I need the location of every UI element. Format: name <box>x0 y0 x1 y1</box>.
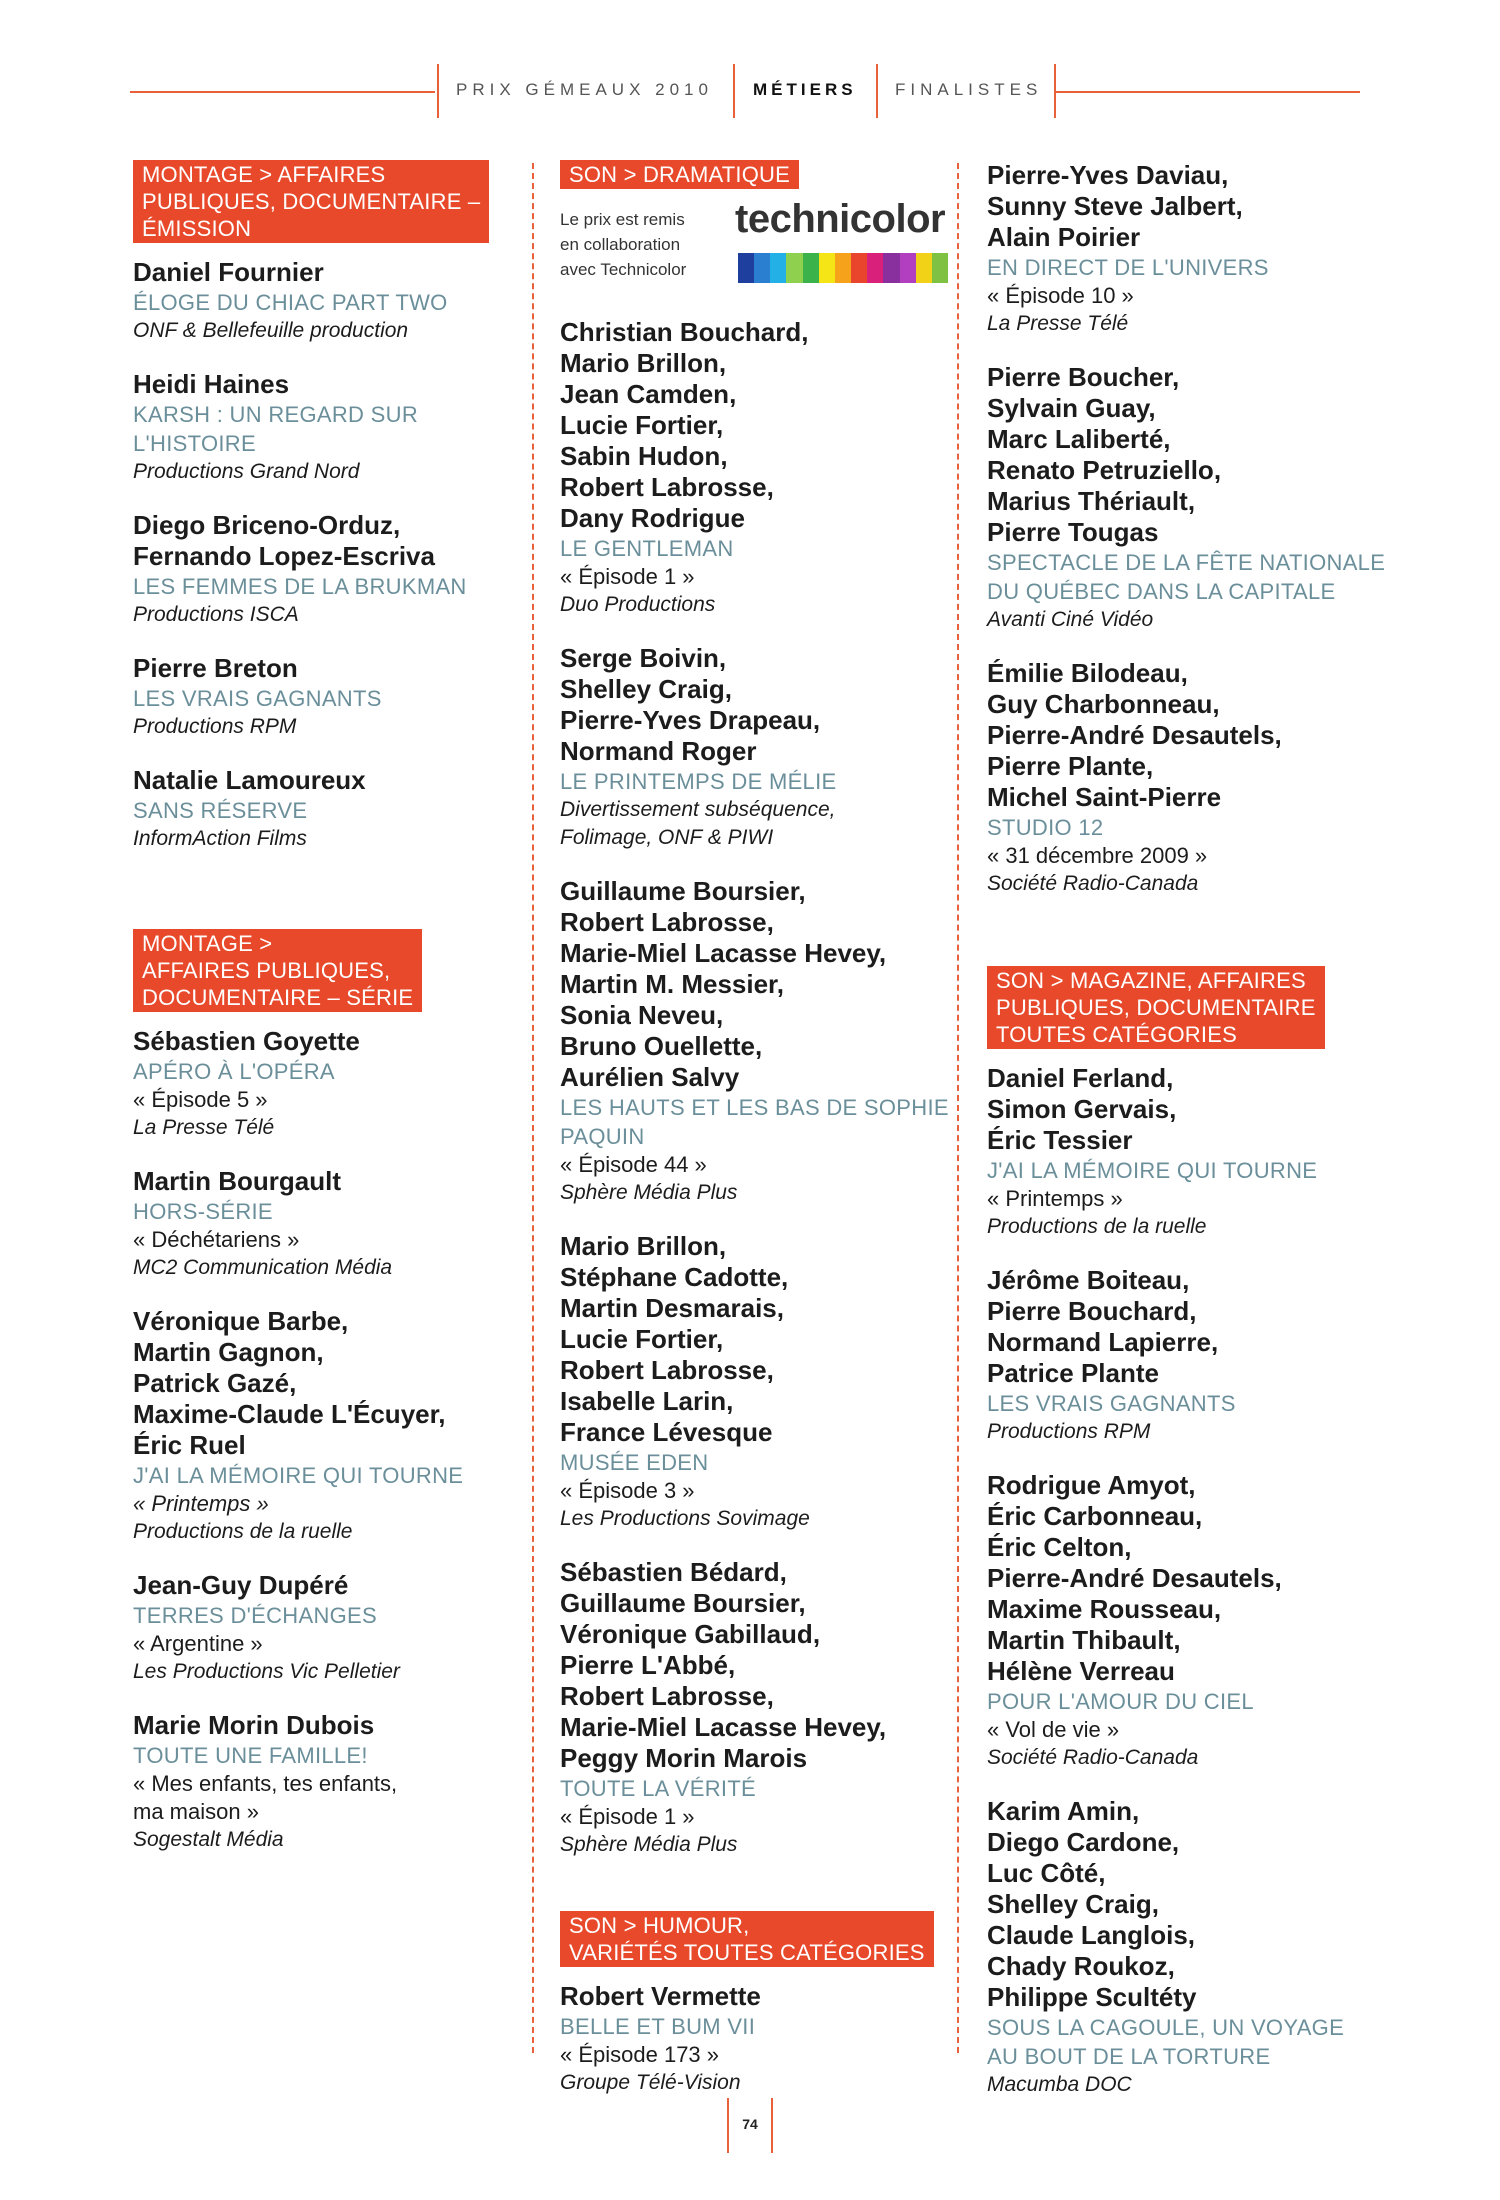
finalist-name: Pierre Bouchard, <box>987 1296 1197 1326</box>
production-company: Groupe Télé-Vision <box>560 2071 741 2094</box>
finalist-names <box>987 658 1372 813</box>
finalist-name: Jean-Guy Dupéré <box>133 1570 349 1600</box>
header-rule-right <box>1056 91 1360 93</box>
production-company: MC2 Communication Média <box>133 1256 393 1279</box>
finalist-name: Éric Ruel <box>133 1430 246 1460</box>
finalist-name: Normand Roger <box>560 736 757 766</box>
sponsor-note <box>560 207 686 282</box>
episode-title <box>560 1477 945 1505</box>
production-company: Société Radio-Canada <box>987 872 1199 895</box>
program-title-line: HORS-SÉRIE <box>133 1199 273 1224</box>
program-title <box>987 253 1372 282</box>
program-title <box>133 796 518 825</box>
episode-line: ma maison » <box>133 1799 259 1824</box>
program-title-line: LES VRAIS GAGNANTS <box>133 686 382 711</box>
program-title-line: J'AI LA MÉMOIRE QUI TOURNE <box>133 1463 464 1488</box>
finalist-name: Pierre Breton <box>133 653 298 683</box>
finalist-name: Pierre-Yves Drapeau, <box>560 705 821 735</box>
program-title <box>560 2012 945 2041</box>
program-title-line: LES VRAIS GAGNANTS <box>987 1391 1236 1416</box>
finalist-name: Robert Labrosse, <box>560 1355 774 1385</box>
production-company: Les Productions Sovimage <box>560 1507 810 1530</box>
finalist-name: Jérôme Boiteau, <box>987 1265 1190 1295</box>
finalist-names <box>560 643 945 767</box>
production-company: Duo Productions <box>560 593 716 616</box>
finalist-entry <box>133 1570 518 1686</box>
finalist-names <box>560 1981 945 2012</box>
header-prix-gemeaux: PRIX GÉMEAUX 2010 <box>456 80 713 99</box>
header-divider-2 <box>733 64 735 118</box>
program-title <box>987 2013 1372 2071</box>
production-company: Avanti Ciné Vidéo <box>987 608 1154 631</box>
finalist-name: Pierre-André Desautels, <box>987 1563 1282 1593</box>
episode-title <box>987 1716 1372 1744</box>
production-company: Productions de la ruelle <box>133 1520 353 1543</box>
finalist-entry <box>133 369 518 486</box>
finalist-name: Lucie Fortier, <box>560 410 724 440</box>
finalist-name: Rodrigue Amyot, <box>987 1470 1196 1500</box>
finalist-name: Éric Celton, <box>987 1532 1132 1562</box>
finalist-name: Bruno Ouellette, <box>560 1031 763 1061</box>
finalist-name: Shelley Craig, <box>987 1889 1159 1919</box>
program-title-line: MUSÉE EDEN <box>560 1450 709 1475</box>
program-title-line: TOUTE LA VÉRITÉ <box>560 1776 757 1801</box>
technicolor-logo: technicolor <box>735 197 946 241</box>
episode-line: « Épisode 10 » <box>987 283 1134 308</box>
finalist-entry <box>133 257 518 345</box>
episode-title <box>560 1803 945 1831</box>
category-line: TOUTES CATÉGORIES <box>996 1022 1237 1047</box>
spectrum-swatch <box>738 253 754 283</box>
program-title <box>560 1774 945 1803</box>
production-company: Sogestalt Média <box>133 1828 284 1851</box>
finalist-name: Shelley Craig, <box>560 674 732 704</box>
column-3 <box>987 160 1386 2123</box>
program-title <box>560 767 945 796</box>
finalist-name: Simon Gervais, <box>987 1094 1177 1124</box>
finalist-name: Hélène Verreau <box>987 1656 1175 1686</box>
finalist-names <box>987 362 1372 548</box>
column-separator-1 <box>532 163 534 2053</box>
episode-title <box>987 1185 1372 1213</box>
finalist-name: Guillaume Boursier, <box>560 1588 806 1618</box>
program-title-line: TERRES D'ÉCHANGES <box>133 1603 378 1628</box>
finalist-name: Marie Morin Dubois <box>133 1710 375 1740</box>
spectrum-swatch <box>916 253 932 283</box>
program-title <box>987 548 1386 606</box>
episode-title <box>987 842 1372 870</box>
finalist-name: Claude Langlois, <box>987 1920 1196 1950</box>
finalist-entry <box>133 765 518 853</box>
spectrum-swatch <box>835 253 851 283</box>
program-title-line: AU BOUT DE LA TORTURE <box>987 2044 1271 2069</box>
spacer <box>560 1883 945 1911</box>
finalist-name: Martin M. Messier, <box>560 969 784 999</box>
page-number-rule-right <box>771 2098 773 2153</box>
finalist-name: Pierre Plante, <box>987 751 1154 781</box>
category-line: VARIÉTÉS TOUTES CATÉGORIES <box>569 1940 925 1965</box>
finalist-name: Pierre-André Desautels, <box>987 720 1282 750</box>
program-title-line: DU QUÉBEC DANS LA CAPITALE <box>987 579 1336 604</box>
finalist-name: Daniel Fournier <box>133 257 324 287</box>
finalist-entry <box>560 876 949 1207</box>
finalist-entry <box>987 1470 1372 1772</box>
finalist-name: Émilie Bilodeau, <box>987 658 1188 688</box>
finalist-entry <box>133 1026 518 1142</box>
finalist-names <box>987 1063 1372 1156</box>
finalist-name: Véronique Gabillaud, <box>560 1619 821 1649</box>
finalist-names <box>133 1166 518 1197</box>
episode-line: « Printemps » <box>987 1186 1123 1211</box>
program-title-line: BELLE ET BUM VII <box>560 2014 756 2039</box>
finalist-names <box>987 1265 1372 1389</box>
finalist-name: Normand Lapierre, <box>987 1327 1219 1357</box>
finalist-entry <box>987 1265 1372 1446</box>
program-title-line: J'AI LA MÉMOIRE QUI TOURNE <box>987 1158 1318 1183</box>
finalist-name: Patrick Gazé, <box>133 1368 297 1398</box>
spectrum-swatch <box>867 253 883 283</box>
episode-title <box>560 2041 945 2069</box>
finalist-name: France Lévesque <box>560 1417 773 1447</box>
program-title <box>133 1057 518 1086</box>
episode-title <box>560 1151 945 1179</box>
spectrum-swatch <box>754 253 770 283</box>
sponsor-note-line: en collaboration <box>560 235 681 254</box>
program-title <box>987 1156 1372 1185</box>
finalist-entry <box>560 1981 945 2097</box>
program-title-line: ÉLOGE DU CHIAC PART TWO <box>133 290 448 315</box>
episode-line: « Déchétariens » <box>133 1227 300 1252</box>
finalist-name: Éric Tessier <box>987 1125 1133 1155</box>
finalist-names <box>133 1710 518 1741</box>
finalist-entry <box>133 1166 518 1282</box>
finalist-name: Lucie Fortier, <box>560 1324 724 1354</box>
program-title-line: KARSH : UN REGARD SUR <box>133 402 419 427</box>
production-company: La Presse Télé <box>133 1116 275 1139</box>
finalist-name: Maxime-Claude L'Écuyer, <box>133 1399 446 1429</box>
header-metiers: MÉTIERS <box>753 80 857 99</box>
program-title-line: STUDIO 12 <box>987 815 1104 840</box>
finalist-name: Guillaume Boursier, <box>560 876 806 906</box>
finalist-name: Pierre Tougas <box>987 517 1159 547</box>
production-company: Les Productions Vic Pelletier <box>133 1660 400 1683</box>
finalist-name: Sébastien Bédard, <box>560 1557 787 1587</box>
episode-line: « Épisode 3 » <box>560 1478 695 1503</box>
finalist-name: Marie-Miel Lacasse Hevey, <box>560 938 887 968</box>
finalist-name: Sylvain Guay, <box>987 393 1156 423</box>
program-title <box>560 534 945 563</box>
category-line: SON > MAGAZINE, AFFAIRES <box>996 968 1306 993</box>
program-title-line: L'HISTOIRE <box>133 431 256 456</box>
finalist-name: Philippe Scultéty <box>987 1982 1197 2012</box>
finalist-name: Karim Amin, <box>987 1796 1140 1826</box>
finalist-name: Michel Saint-Pierre <box>987 782 1222 812</box>
program-title-line: APÉRO À L'OPÉRA <box>133 1059 335 1084</box>
finalist-names <box>987 160 1372 253</box>
finalist-name: Pierre L'Abbé, <box>560 1650 736 1680</box>
finalist-name: Martin Bourgault <box>133 1166 341 1196</box>
finalist-name: Martin Desmarais, <box>560 1293 784 1323</box>
finalist-name: Christian Bouchard, <box>560 317 809 347</box>
finalist-name: Diego Cardone, <box>987 1827 1180 1857</box>
production-company: InformAction Films <box>133 827 307 850</box>
finalist-name: Mario Brillon, <box>560 1231 727 1261</box>
program-title-line: EN DIRECT DE L'UNIVERS <box>987 255 1269 280</box>
finalist-name: Isabelle Larin, <box>560 1386 734 1416</box>
finalist-entry <box>560 643 945 852</box>
spacer <box>133 877 518 929</box>
finalist-name: Daniel Ferland, <box>987 1063 1174 1093</box>
page-number: 74 <box>742 2116 758 2132</box>
finalist-name: Pierre-Yves Daviau, <box>987 160 1229 190</box>
finalist-entry <box>133 653 518 741</box>
production-company: Sphère Média Plus <box>560 1833 738 1856</box>
finalist-names <box>560 317 945 534</box>
finalist-name: Robert Vermette <box>560 1981 761 2011</box>
finalist-entry <box>133 510 518 629</box>
finalist-name: Sunny Steve Jalbert, <box>987 191 1243 221</box>
program-title <box>133 288 518 317</box>
header-divider-3 <box>876 64 878 118</box>
finalist-name: Serge Boivin, <box>560 643 727 673</box>
episode-line: « Épisode 1 » <box>560 564 695 589</box>
category-label <box>133 929 422 1012</box>
finalist-entry <box>987 160 1372 338</box>
program-title-line: LES HAUTS ET LES BAS DE SOPHIE <box>560 1095 949 1120</box>
program-title-line: PAQUIN <box>560 1124 645 1149</box>
category-label <box>560 1911 934 1967</box>
category-label <box>560 160 799 189</box>
finalist-name: Sébastien Goyette <box>133 1026 360 1056</box>
column-1 <box>133 160 518 1878</box>
program-title <box>133 572 518 601</box>
episode-line: « Mes enfants, tes enfants, <box>133 1771 398 1796</box>
category-line: SON > DRAMATIQUE <box>569 162 790 187</box>
program-title-line: TOUTE UNE FAMILLE! <box>133 1743 368 1768</box>
spectrum-swatch <box>932 253 948 283</box>
episode-title <box>133 1770 518 1826</box>
program-title-line: LE GENTLEMAN <box>560 536 734 561</box>
finalist-name: Luc Côté, <box>987 1858 1106 1888</box>
production-company: La Presse Télé <box>987 312 1129 335</box>
production-company: Productions de la ruelle <box>987 1215 1207 1238</box>
finalist-name: Éric Carbonneau, <box>987 1501 1203 1531</box>
finalist-name: Mario Brillon, <box>560 348 727 378</box>
episode-title <box>987 282 1372 310</box>
sponsor-block <box>560 197 945 317</box>
finalist-names <box>133 1570 518 1601</box>
program-title <box>133 400 518 458</box>
finalist-entry <box>987 362 1386 634</box>
finalist-name: Sonia Neveu, <box>560 1000 724 1030</box>
finalist-name: Stéphane Cadotte, <box>560 1262 789 1292</box>
finalist-name: Sabin Hudon, <box>560 441 728 471</box>
finalist-names <box>133 369 518 400</box>
program-title <box>987 813 1372 842</box>
finalist-entry <box>560 1231 945 1533</box>
finalist-entry <box>560 1557 945 1859</box>
finalist-name: Alain Poirier <box>987 222 1141 252</box>
finalist-name: Robert Labrosse, <box>560 907 774 937</box>
finalist-name: Marius Thériault, <box>987 486 1196 516</box>
program-title <box>560 1093 949 1151</box>
program-title <box>133 1601 518 1630</box>
finalist-name: Chady Roukoz, <box>987 1951 1175 1981</box>
category-line: AFFAIRES PUBLIQUES, <box>142 958 391 983</box>
episode-title <box>133 1490 518 1518</box>
finalist-name: Dany Rodrigue <box>560 503 745 533</box>
finalist-names <box>560 876 945 1093</box>
column-2 <box>560 160 949 2121</box>
spectrum-swatch <box>883 253 899 283</box>
category-line: MONTAGE > AFFAIRES <box>142 162 386 187</box>
finalist-name: Maxime Rousseau, <box>987 1594 1222 1624</box>
finalist-name: Véronique Barbe, <box>133 1306 349 1336</box>
spectrum-swatch <box>786 253 802 283</box>
finalist-entry <box>987 1063 1372 1241</box>
spectrum-swatch <box>900 253 916 283</box>
finalist-names <box>987 1796 1372 2013</box>
category-line: DOCUMENTAIRE – SÉRIE <box>142 985 414 1010</box>
episode-line: « Vol de vie » <box>987 1717 1120 1742</box>
finalist-name: Marc Laliberté, <box>987 424 1171 454</box>
finalist-names <box>133 257 518 288</box>
program-title <box>987 1687 1372 1716</box>
episode-line: « Épisode 5 » <box>133 1087 268 1112</box>
finalist-name: Peggy Morin Marois <box>560 1743 808 1773</box>
header-divider-1 <box>437 64 439 118</box>
finalist-entry <box>987 658 1372 898</box>
column-separator-2 <box>957 163 959 2053</box>
episode-title <box>133 1226 518 1254</box>
finalist-name: Robert Labrosse, <box>560 1681 774 1711</box>
finalist-name: Aurélien Salvy <box>560 1062 740 1092</box>
spectrum-swatch <box>803 253 819 283</box>
episode-line: « Épisode 44 » <box>560 1152 707 1177</box>
finalist-name: Jean Camden, <box>560 379 737 409</box>
finalist-name: Patrice Plante <box>987 1358 1159 1388</box>
category-line: SON > HUMOUR, <box>569 1913 750 1938</box>
finalist-name: Martin Gagnon, <box>133 1337 324 1367</box>
category-line: PUBLIQUES, DOCUMENTAIRE <box>996 995 1316 1020</box>
episode-line: « 31 décembre 2009 » <box>987 843 1208 868</box>
production-company: Productions ISCA <box>133 603 299 626</box>
finalist-name: Martin Thibault, <box>987 1625 1181 1655</box>
category-line: ÉMISSION <box>142 216 252 241</box>
production-company: Productions RPM <box>987 1420 1151 1443</box>
program-title-line: SOUS LA CAGOULE, UN VOYAGE <box>987 2015 1345 2040</box>
finalist-names <box>133 765 518 796</box>
episode-title <box>133 1086 518 1114</box>
episode-line: « Épisode 173 » <box>560 2042 720 2067</box>
program-title-line: SANS RÉSERVE <box>133 798 308 823</box>
program-title <box>133 1741 518 1770</box>
category-label <box>987 966 1325 1049</box>
spectrum-swatch <box>819 253 835 283</box>
sponsor-note-line: Le prix est remis <box>560 210 685 229</box>
production-company: Productions RPM <box>133 715 297 738</box>
production-company: Société Radio-Canada <box>987 1746 1199 1769</box>
production-company: Macumba DOC <box>987 2073 1132 2096</box>
finalist-name: Fernando Lopez-Escriva <box>133 541 435 571</box>
episode-line: « Printemps » <box>133 1491 269 1516</box>
page-number-rule-left <box>727 2098 729 2153</box>
episode-title <box>560 563 945 591</box>
category-line: MONTAGE > <box>142 931 273 956</box>
finalist-names <box>133 1026 518 1057</box>
finalist-names <box>560 1557 945 1774</box>
finalist-names <box>133 510 518 572</box>
program-title-line: LE PRINTEMPS DE MÉLIE <box>560 769 837 794</box>
finalist-name: Heidi Haines <box>133 369 290 399</box>
program-title <box>133 1461 518 1490</box>
finalist-name: Renato Petruziello, <box>987 455 1222 485</box>
program-title <box>133 1197 518 1226</box>
finalist-names <box>987 1470 1372 1687</box>
program-title <box>987 1389 1372 1418</box>
spectrum-swatch <box>851 253 867 283</box>
finalist-entry <box>987 1796 1372 2099</box>
program-title-line: POUR L'AMOUR DU CIEL <box>987 1689 1254 1714</box>
finalist-entry <box>560 317 945 619</box>
production-company-line-2: Folimage, ONF & PIWI <box>560 826 774 849</box>
finalist-entry <box>133 1710 518 1854</box>
finalist-name: Diego Briceno-Orduz, <box>133 510 401 540</box>
finalist-names <box>133 1306 518 1461</box>
finalist-name: Natalie Lamoureux <box>133 765 366 795</box>
program-title <box>560 1448 945 1477</box>
header-finalistes: FINALISTES <box>895 80 1043 99</box>
finalist-name: Pierre Boucher, <box>987 362 1180 392</box>
technicolor-spectrum-icon <box>738 253 948 283</box>
sponsor-note-line: avec Technicolor <box>560 260 687 279</box>
production-company: ONF & Bellefeuille production <box>133 319 409 342</box>
finalist-name: Robert Labrosse, <box>560 472 774 502</box>
production-company: Productions Grand Nord <box>133 460 360 483</box>
production-company: Divertissement subséquence, <box>560 798 836 821</box>
episode-title <box>133 1630 518 1658</box>
episode-line: « Épisode 1 » <box>560 1804 695 1829</box>
program-title <box>133 684 518 713</box>
production-company: Sphère Média Plus <box>560 1181 738 1204</box>
finalist-entry <box>133 1306 518 1546</box>
finalist-names <box>133 653 518 684</box>
episode-line: « Argentine » <box>133 1631 263 1656</box>
category-label <box>133 160 489 243</box>
finalist-names <box>560 1231 945 1448</box>
finalist-name: Guy Charbonneau, <box>987 689 1220 719</box>
finalist-name: Marie-Miel Lacasse Hevey, <box>560 1712 887 1742</box>
program-title-line: SPECTACLE DE LA FÊTE NATIONALE <box>987 550 1386 575</box>
spectrum-swatch <box>770 253 786 283</box>
category-line: PUBLIQUES, DOCUMENTAIRE – <box>142 189 481 214</box>
program-title-line: LES FEMMES DE LA BRUKMAN <box>133 574 467 599</box>
header-rule-left <box>130 91 435 93</box>
spacer <box>987 922 1372 966</box>
